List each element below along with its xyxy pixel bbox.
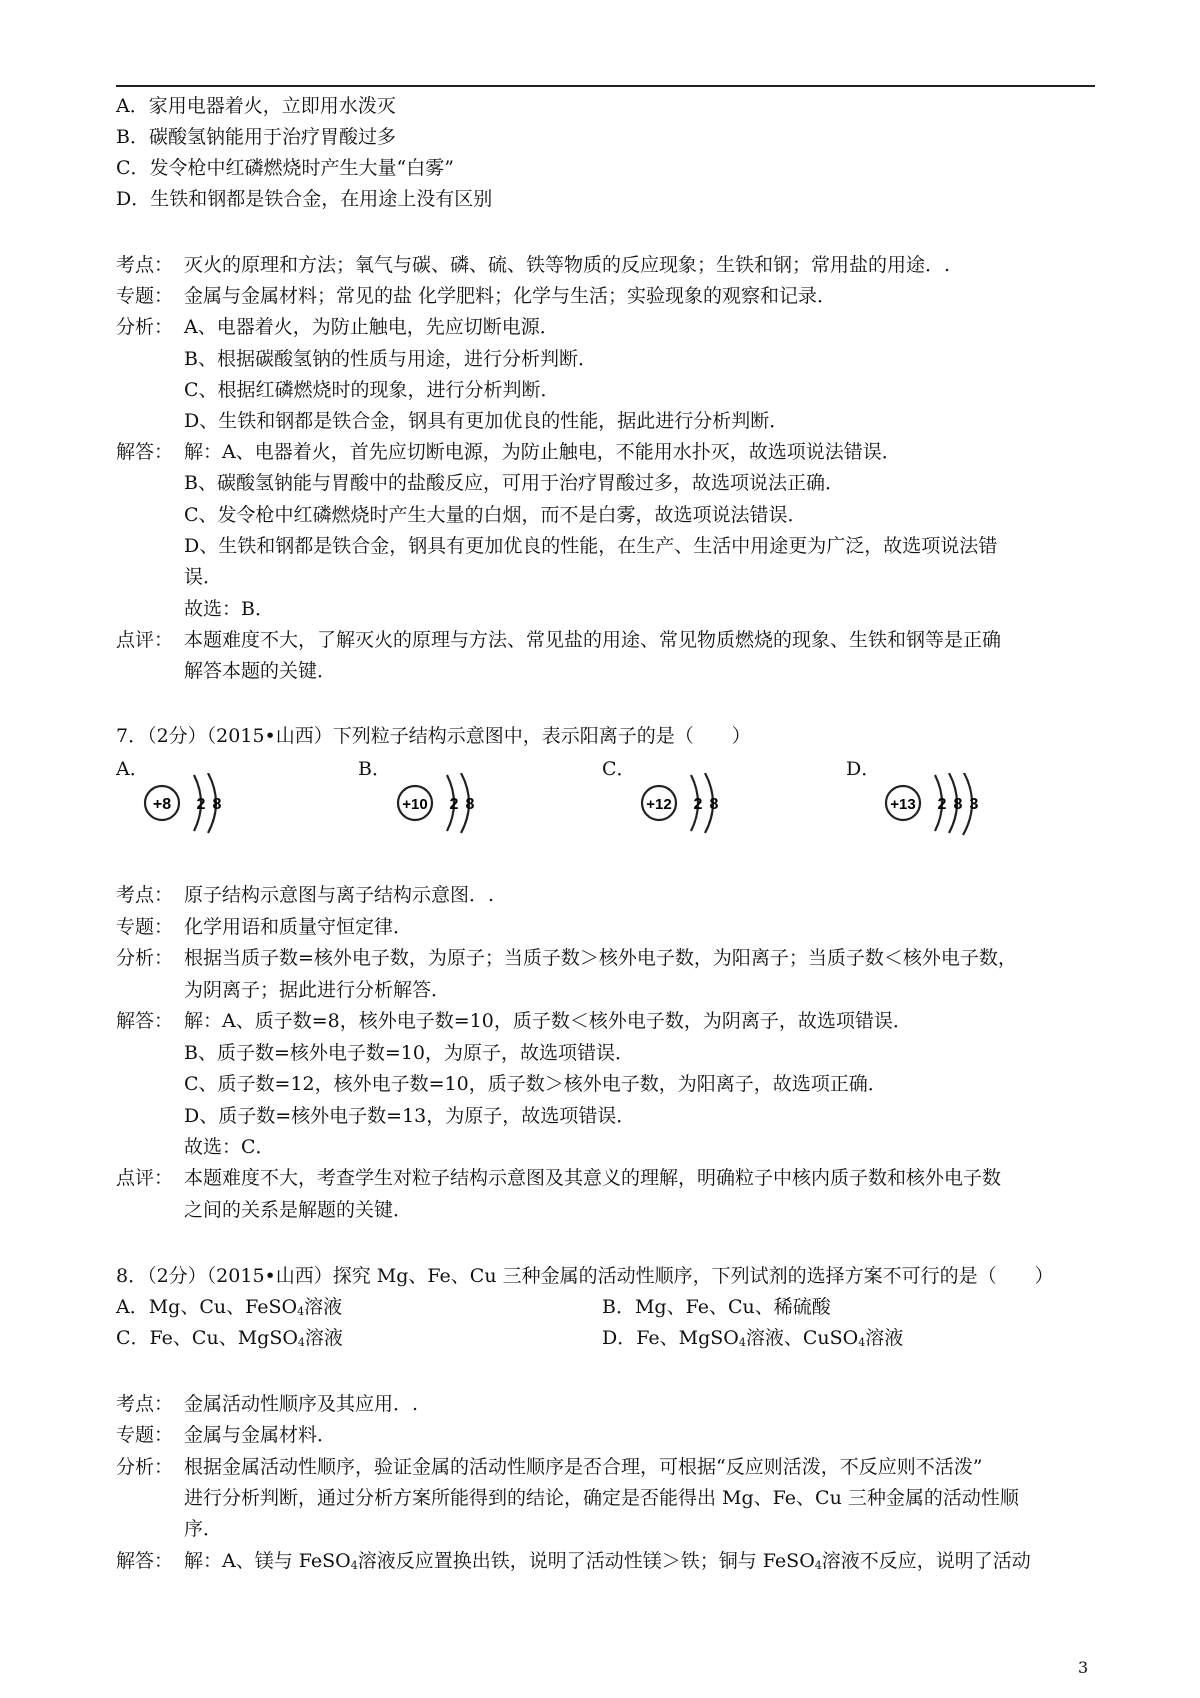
q8-option-d-suffix: 溶液 bbox=[865, 1327, 904, 1349]
shell-electrons-c-1: 2 bbox=[693, 796, 703, 813]
q8-option-d-sub: 4 bbox=[858, 1336, 866, 1349]
shell-electrons-b-1: 2 bbox=[449, 796, 459, 813]
shell-electrons-d-1: 2 bbox=[937, 796, 947, 813]
q7-jieda-line: D、质子数=核外电子数=13，为原子，故选项错误． bbox=[184, 1105, 636, 1127]
q6-dianping-line: 本题难度不大，了解灭火的原理与方法、常见盐的用途、常见物质燃烧的现象、生铁和钢等是正确 bbox=[184, 629, 1002, 651]
q7-zhuanti-label: 专题： bbox=[116, 916, 174, 938]
q8-zhuanti: 金属与金属材料． bbox=[184, 1424, 337, 1446]
q8-option-a bbox=[116, 1292, 342, 1319]
nucleus-label-c: +12 bbox=[646, 796, 672, 813]
q8-zhuanti-label: 专题： bbox=[116, 1424, 174, 1446]
particle-diagram-c bbox=[639, 773, 749, 843]
q6-option-d: D．生铁和钢都是铁合金，在用途上没有区别 bbox=[116, 188, 493, 210]
q8-option-a-suffix: 溶液 bbox=[304, 1296, 343, 1318]
shell-electrons-d-3: 3 bbox=[969, 796, 979, 813]
q8-option-c-suffix: 溶液 bbox=[304, 1327, 343, 1349]
q8-option-d-sub: 4 bbox=[738, 1336, 746, 1349]
q8-option-a-sub: 4 bbox=[297, 1305, 305, 1318]
q8-jieda-text: 解：A、镁与 FeSO bbox=[184, 1550, 351, 1572]
q7-stem: 7．（2分）（2015•山西）下列粒子结构示意图中，表示阳离子的是（ ） bbox=[116, 725, 751, 747]
q8-option-c-sub: 4 bbox=[297, 1336, 305, 1349]
q6-zhuanti: 金属与金属材料；常见的盐 化学肥料；化学与生活；实验现象的观察和记录． bbox=[184, 285, 837, 307]
q7-jieda-line: C、质子数=12，核外电子数=10，质子数＞核外电子数，为阳离子，故选项正确． bbox=[184, 1073, 887, 1095]
q7-kaodian-label: 考点： bbox=[116, 884, 174, 906]
q7-option-a-label: A． bbox=[116, 758, 149, 780]
q8-option-c-text: C．Fe、Cu、MgSO bbox=[116, 1327, 298, 1349]
q7-option-c-label: C． bbox=[602, 758, 636, 780]
shell-electrons-a-2: 8 bbox=[212, 796, 222, 813]
q6-jieda-line: 故选：B． bbox=[184, 598, 274, 620]
nucleus-label-d: +13 bbox=[890, 796, 916, 813]
q8-fenxi-line: 进行分析判断，通过分析方案所能得到的结论，确定是否能得出 Mg、Fe、Cu 三种金属的活动性顺 bbox=[184, 1487, 1019, 1509]
q8-option-d bbox=[602, 1323, 903, 1350]
q8-jieda-mid: 溶液反应置换出铁，说明了活动性镁＞铁；铜与 FeSO bbox=[357, 1550, 815, 1572]
q7-zhuanti: 化学用语和质量守恒定律． bbox=[184, 916, 413, 938]
q7-jieda-line: 解：A、质子数=8，核外电子数=10，质子数＜核外电子数，为阴离子，故选项错误． bbox=[184, 1010, 912, 1032]
q6-fenxi-line: B、根据碳酸氢钠的性质与用途，进行分析判断． bbox=[184, 348, 597, 370]
nucleus-label-b: +10 bbox=[402, 796, 428, 813]
q7-jieda-line: B、质子数=核外电子数=10，为原子，故选项错误． bbox=[184, 1042, 634, 1064]
q6-option-a: A．家用电器着火，立即用水泼灭 bbox=[116, 95, 396, 117]
q8-kaodian: 金属活动性顺序及其应用．. bbox=[184, 1393, 419, 1415]
q7-fenxi-line: 为阴离子；据此进行分析解答． bbox=[184, 979, 451, 1001]
q6-option-b: B．碳酸氢钠能用于治疗胃酸过多 bbox=[116, 126, 396, 148]
q8-option-d-text: D．Fe、MgSO bbox=[602, 1327, 739, 1349]
q6-fenxi-line: A、电器着火，为防止触电，先应切断电源． bbox=[184, 316, 559, 338]
q8-jieda-line bbox=[184, 1546, 1031, 1573]
nucleus-label-a: +8 bbox=[152, 796, 172, 813]
q7-dianping-line: 本题难度不大，考查学生对粒子结构示意图及其意义的理解，明确粒子中核内质子数和核外电子数 bbox=[184, 1167, 1002, 1189]
q6-jieda-line: B、碳酸氢钠能与胃酸中的盐酸反应，可用于治疗胃酸过多，故选项说法正确． bbox=[184, 472, 844, 494]
shell-electrons-b-2: 8 bbox=[465, 796, 475, 813]
q6-dianping-line: 解答本题的关键． bbox=[184, 660, 337, 682]
q7-option-d-label: D． bbox=[846, 758, 881, 780]
particle-diagram-a bbox=[142, 773, 252, 843]
q7-dianping-label: 点评： bbox=[116, 1167, 174, 1189]
q6-kaodian-label: 考点： bbox=[116, 254, 174, 276]
q7-fenxi-label: 分析： bbox=[116, 947, 174, 969]
q8-fenxi-line: 序． bbox=[184, 1518, 223, 1540]
q6-fenxi-line: D、生铁和钢都是铁合金，钢具有更加优良的性能，据此进行分析判断． bbox=[184, 410, 789, 432]
q6-fenxi-line: C、根据红磷燃烧时的现象，进行分析判断． bbox=[184, 379, 560, 401]
q6-jieda-label: 解答： bbox=[116, 441, 174, 463]
q8-fenxi-line: 根据金属活动性顺序，验证金属的活动性顺序是否合理，可根据“反应则活泼，不反应则不活泼” bbox=[184, 1456, 983, 1478]
q6-jieda-line: 解：A、电器着火，首先应切断电源，为防止触电，不能用水扑灭，故选项说法错误． bbox=[184, 441, 901, 463]
q7-jieda-label: 解答： bbox=[116, 1010, 174, 1032]
q6-kaodian: 灭火的原理和方法；氧气与碳、磷、硫、铁等物质的反应现象；生铁和钢；常用盐的用途．. bbox=[184, 254, 951, 276]
shell-electrons-c-2: 8 bbox=[709, 796, 719, 813]
q8-jieda-suffix: 溶液不反应，说明了活动 bbox=[821, 1550, 1031, 1572]
q7-dianping-line: 之间的关系是解题的关键． bbox=[184, 1199, 413, 1221]
q8-kaodian-label: 考点： bbox=[116, 1393, 174, 1415]
q6-jieda-line: C、发令枪中红磷燃烧时产生大量的白烟，而不是白雾，故选项说法错误． bbox=[184, 504, 807, 526]
q6-option-c: C．发令枪中红磷燃烧时产生大量“白雾” bbox=[116, 157, 454, 179]
q8-jieda-sub: 4 bbox=[350, 1559, 358, 1572]
q6-dianping-label: 点评： bbox=[116, 629, 174, 651]
q6-fenxi-label: 分析： bbox=[116, 316, 174, 338]
q7-option-b-label: B． bbox=[358, 758, 391, 780]
page-number: 3 bbox=[1078, 1658, 1089, 1677]
q8-option-b: B．Mg、Fe、Cu、稀硫酸 bbox=[602, 1296, 831, 1318]
q7-kaodian: 原子结构示意图与离子结构示意图．. bbox=[184, 884, 495, 906]
q8-option-a-text: A．Mg、Cu、FeSO bbox=[116, 1296, 298, 1318]
q8-option-c bbox=[116, 1323, 343, 1350]
q7-jieda-line: 故选：C． bbox=[184, 1136, 275, 1158]
q8-option-d-mid: 溶液、CuSO bbox=[745, 1327, 859, 1349]
q6-zhuanti-label: 专题： bbox=[116, 285, 174, 307]
top-rule bbox=[116, 85, 1095, 87]
q8-fenxi-label: 分析： bbox=[116, 1456, 174, 1478]
q8-jieda-label: 解答： bbox=[116, 1550, 174, 1572]
q8-jieda-sub: 4 bbox=[814, 1559, 822, 1572]
q7-fenxi-line: 根据当质子数=核外电子数，为原子；当质子数＞核外电子数，为阳离子；当质子数＜核外电子数， bbox=[184, 947, 1017, 969]
particle-diagram-b bbox=[395, 773, 505, 843]
shell-electrons-d-2: 8 bbox=[953, 796, 963, 813]
q8-stem: 8．（2分）（2015•山西）探究 Mg、Fe、Cu 三种金属的活动性顺序，下列试剂的选择方案不可行的是（ ） bbox=[116, 1265, 1054, 1287]
particle-diagram-d bbox=[883, 773, 1008, 843]
shell-electrons-a-1: 2 bbox=[196, 796, 206, 813]
q6-jieda-line: 误． bbox=[184, 566, 223, 588]
q6-jieda-line: D、生铁和钢都是铁合金，钢具有更加优良的性能，在生产、生活中用途更为广泛，故选项说法错 bbox=[184, 535, 998, 557]
